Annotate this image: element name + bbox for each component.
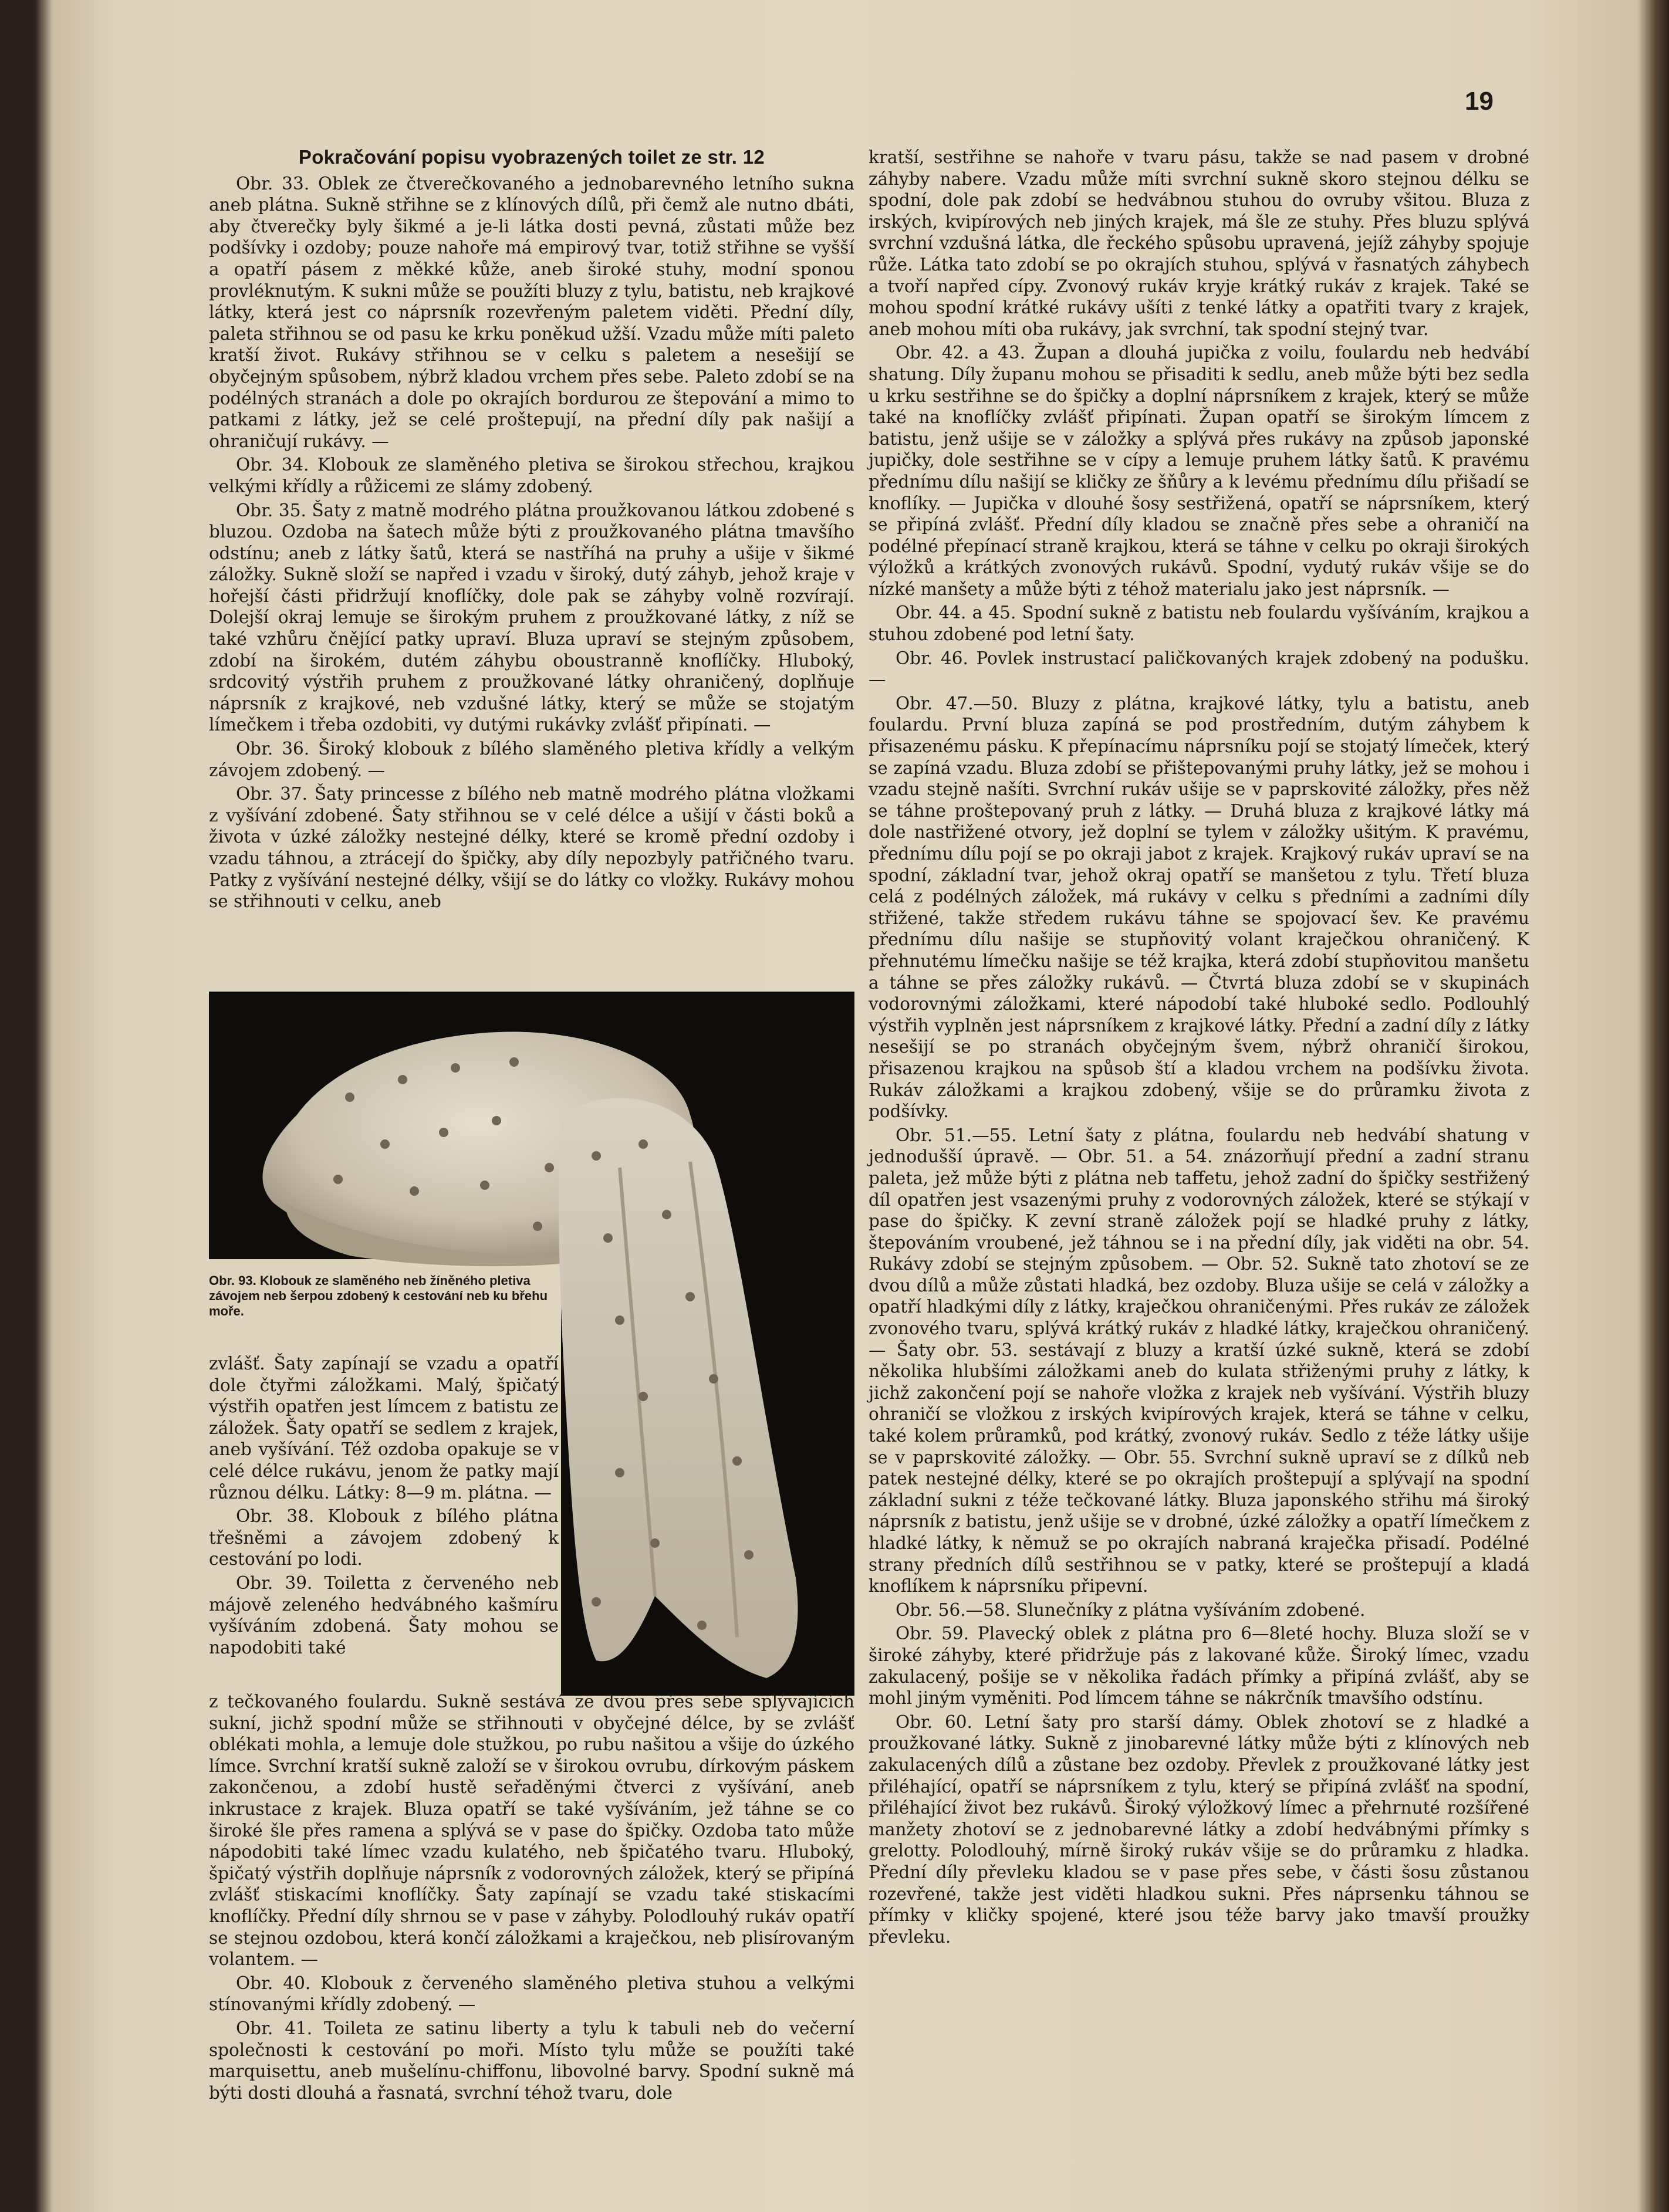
paragraph-obr-41-continued: kratší, sestřihne se nahoře v tvaru pásu, takže se nad pasem v drobné záhyby nabere. Vzadu může míti svrchní sukně skoro stejnou délku se spodní, dole pak zdobí se hedvábnou stuhou do ovruby všitou. Bluza z irských, kvipírových neb jiných krajek, má šle ze stuhy. Přes bluzu splývá svrchní vzdušná látka, dle řeckého spůsobu upravená, jejíž záhyby spojuje růže. Látka tato zdobí se po okrajích stuhou, splývá v řasnatých záhybech a tvoří napřed cípy. Zvonový rukáv kryje krátký rukáv z krajek. Také se mohou spodní krátké rukávy ušíti z tenké látky a opatřiti tvary z krajek, aneb mohou míti oba rukávy, jak svrchní, tak spodní stejný tvar. — [869, 147, 1529, 339]
veil-drape-shape — [559, 1098, 798, 1678]
magazine-page — [47, 0, 1643, 2212]
paragraph-obr-44-45: Obr. 44. a 45. Spodní sukně z batistu neb foulardu vyšíváním, krajkou a stuhou zdobené pod letní šaty. — [869, 603, 1529, 645]
figure-caption: Obr. 93. Klobouk ze slaměného neb žíněného pletiva závojem neb šerpou zdobený k cestování neb ku břehu moře. — [209, 1273, 548, 1318]
paragraph-obr-42-43: Obr. 42. a 43. Župan a dlouhá jupička z voilu, foulardu neb hedvábí shatung. Díly županu mohou se přisaditi k sedlu, aneb může býti bez sedla u krku sestřihne se do špičky a doplní náprsníkem z krajek, který se může také na knoflíčky zvlášť připínati. Župan opatří se širokým límcem z batistu, jenž ušije se v záložky a splývá přes rukávy na způsob japonské jupičky, dole sestřihne se v cípy a lemuje pruhem látky šatů. K pravému přednímu dílu našijí se kličky ze šňůry a k levému přednímu dílu přišadí se knoflíky. — Jupička v dlouhé šosy sestřižená, opatří se náprsníkem, který se připíná zvlášť. Přední díly kladou se značně přes sebe a ohraničí na podélné přepínací straně krajkou, která se táhne v celku po okraji širokých výložků a krátkých zvonových rukávů. Spodní, vydutý rukáv všije se do nízké manšety a může býti z téhož materialu jako jest náprsník. — — [869, 343, 1529, 599]
paragraph-obr-46: Obr. 46. Povlek instrustací paličkovaných krajek zdobený na podušku. — — [869, 648, 1529, 690]
page-number: 19 — [1465, 87, 1494, 116]
paragraph-obr-59: Obr. 59. Plavecký oblek z plátna pro 6—8leté hochy. Bluza složí se v široké záhyby, které přidržuje pás z lakované kůže. Široký límec, vzadu zakulacený, pošije se v několika řadách přímky a připíná zvlášť, aby se mohl jiným vyměniti. Pod límcem táhne se nákrčník tmavšího odstínu. — [869, 1624, 1529, 1709]
paragraph-obr-41: Obr. 41. Toileta ze satinu liberty a tylu k tabuli neb do večerní společnosti k cestování po moři. Místo tylu může se použíti také marquisettu, aneb mušelínu-chiffonu, libovolné barvy. Spodní sukně má býti dosti dlouhá a řasnatá, svrchní téhož tvaru, dole — [209, 2018, 854, 2103]
left-column-bottom — [209, 1691, 854, 2106]
left-column-narrow — [209, 1353, 559, 1660]
right-column — [869, 147, 1529, 1950]
paragraph-continuation: zvlášť. Šaty zapínají se vzadu a opatří dole čtyřmi záložkami. Malý, špičatý výstřih opatřen jest límcem z batistu ze záložek. Šaty opatří se sedlem z krajek, aneb vyšívání. Též ozdoba opakuje se v celé délce rukávu, jenom že patky mají různou délku. Látky: 8—9 m. plátna. — — [209, 1354, 559, 1503]
paragraph-obr-37: Obr. 37. Šaty princesse z bílého neb matně modrého plátna vložkami z vyšívání zdobené. Šaty střihnou se v celé délce a ušijí v části boků a života v úzké záložky nestejné délky, které se kromě přední ozdoby i vzadu táhnou, a ztrácejí do špičky, aby díly nepozbyly patřičného tvaru. Patky z vyšívání nestejné délky, všijí se do látky co vložky. Rukávy mohou se střihnouti v celku, aneb — [209, 784, 854, 912]
paragraph-obr-47-50: Obr. 47.—50. Bluzy z plátna, krajkové látky, tylu a batistu, aneb foulardu. První bluza zapíná se pod prostředním, dutým záhybem k přisazenému pásku. K přepínacímu náprsníku pojí se stojatý límeček, který se zapíná vzadu. Bluza zdobí se přištepovanými pruhy látky, jež se mohou i vzadu stejně našíti. Svrchní rukáv ušije se v paprskovité záložky, přes něž se táhne proštepovaný pruh z látky. — Druhá bluza z krajkové látky má dole nastřižené otvory, jež doplní se tylem v záložky ušitým. K pravému, přednímu dílu pojí se po okraji jabot z krajek. Krajkový rukáv upraví se na spodní, základní tvar, jehož okraj opatří se manšetou z tylu. Třetí bluza celá z podélných záložek, má rukávy v celku s předními a zadními díly střižené, takže středem rukávu táhne se spojovací šev. Ke pravému přednímu dílu našije se stupňovitý volant kraječkou ohraničený. K přehnutému límečku našije se též krajka, která zdobí stupňovitou manšetu a táhne se přes záložky rukávů. — Čtvrtá bluza zdobí se v skupinách vodorovnými záložkami, které nápodobí také hluboké sedlo. Podlouhlý výstřih vyplněn jest náprsníkem z krajkové látky. Přední a zadní díly z látky nesešijí se po stranách obyčejným švem, nýbrž ohraničí širokou, přisazenou krajkou na spůsob ští a kladou vrchem na podšívku života. Rukáv záložkami a krajkou zdobený, všije se do průramku života z podšívky. — [869, 693, 1529, 1122]
paragraph-obr-56-58: Obr. 56.—58. Slunečníky z plátna vyšíváním zdobené. — [896, 1599, 1366, 1620]
paragraph-obr-51-55: Obr. 51.—55. Letní šaty z plátna, foulardu neb hedvábí shatung v jednodušší úpravě. — Obr. 51. a 54. znázorňují přední a zadní stranu paleta, jež může býti z plátna neb taffetu, jehož zadní do špičky sestřižený díl opatřen jest vsazenými pruhy z vodorovných záložek, které se stýkají v pase do špičky. K zevní straně záložek pojí se hladké pruhy z látky, štepováním vroubené, jež táhnou se i na přední díly, jak viděti na obr. 54. Rukávy zdobí se stejným způsobem. — Obr. 52. Sukně tato zhotoví se ze dvou dílů a může zůstati hladká, bez ozdoby. Bluza ušije se celá v záložky a opatří hladkými díly z látky, kraječkou ohraničenými. Přes rukáv ze záložek zvonového tvaru, splývá krátký rukáv z hladké látky, kraječkou ohraničený. — Šaty obr. 53. sestávají z bluzy a kratší úzké sukně, která se zdobí několika hlubšími záložkami aneb do kulata střiženými pruhy z látky, k jichž zakončení pojí se nahoře vložka z krajek neb vyšívání. Výstřih bluzy ohraničí se vložkou z irských kvipírových krajek, která se táhne v celku, také kolem průramků, pod krátký, zvonový rukáv. Sedlo z téže látky ušije se v paprskovité záložky. — Obr. 55. Svrchní sukně upraví se z dílků neb patek nestejné délky, které se po okrajích proštepují a splývají na spodní základní sukni z téže tečkované látky. Bluza japonského střihu má široký náprsník z batistu, jenž ušije se v drobné, úzké záložky a opatří límečkem z hladké látky, k němuž se po okrajích nabraná kraječka přisadí. Podélné strany předních dílů sestřihnou se v patky, které se proštepují a kladá knoflíkem k náprsníku připevní. — [869, 1125, 1529, 1597]
left-column-top — [209, 147, 854, 915]
paragraph-obr-34: Obr. 34. Klobouk ze slaměného pletiva se širokou střechou, krajkou velkými křídly a růžicemi ze slámy zdobený. — [209, 455, 854, 496]
paragraph-obr-36: Obr. 36. Široký klobouk z bílého slaměného pletiva křídly a velkým závojem zdobený. — — [209, 739, 854, 780]
paragraph-obr-33: Obr. 33. Oblek ze čtverečkovaného a jednobarevného letního sukna aneb plátna. Sukně střihne se z klínových dílů, při čemž ale nutno dbáti, aby čtverečky byly šikmé a je-li látka dosti pevná, zůstati může bez podšívky i ozdoby; pouze nahoře má empirový tvar, totiž střihne se vyšší a opatří pásem z měkké kůže, aneb široké stuhy, modní sponou provléknutým. K sukni může se použíti bluzy z tylu, batistu, neb krajkové látky, která jest co náprsník rozevřeným paletem viděti. Přední díly, paleta střihnou se od pasu ke krku poněkud užší. Vzadu může míti paleto kratší život. Rukávy střihnou se v celku s paletem a nesešijí se obyčejným spůsobem, nýbrž kladou vrchem přes sebe. Paleto zdobí se na podélných stranách a dole po okrajích bordurou ze štepování a mimo to patkami z látky, jež se celé proštepují, na přední díly pak našijí a ohraničují rukávy. — — [209, 173, 854, 451]
paragraph-obr-35: Obr. 35. Šaty z matně modrého plátna proužkovanou látkou zdobené s bluzou. Ozdoba na šatech může býti z proužkovaného plátna tmavšího odstínu; aneb z látky šatů, která se nastříhá na pruhy a ušije v šikmé záložky. Sukně složí se napřed i vzadu v široký, dutý záhyb, jehož kraje v hořejší části přidržují knoflíčky, dole pak se záhyby volně rozvírají. Dolejší okraj lemuje se širokým pruhem z proužkované látky, z níž se také vzhůru čnějící patky upraví. Bluza upraví se stejným způsobem, zdobí na širokém, dutém záhybu oboustranně knoflíčky. Hluboký, srdcovitý výstřih pruhem z proužkované látky ohraničený, doplňuje náprsník z krajkové, neb vzdušné látky, který se může se stojatým límečkem i třeba ozdobiti, vy dutými rukávky zvlášť připínati. — — [209, 500, 854, 735]
paragraph-obr-38: Obr. 38. Klobouk z bílého plátna třešněmi a závojem zdobený k cestování po lodi. — [209, 1506, 559, 1570]
paragraph-obr-39-continued: z tečkovaného foulardu. Sukně sestává ze dvou přes sebe splývajících sukní, jichž spodní může se střihnouti v obyčejné délce, by se zvlášť oblékati mohla, a lemuje dole stužkou, po rubu našitou a všije do úzkého límce. Svrchní kratší sukně založí se v širokou ovrubu, dírkovým páskem zakončenou, a zdobí hustě seřaděnými čtverci z vyšívání, aneb inkrustace z krajek. Bluza opatří se také vyšíváním, jež táhne se co široké šle přes ramena a splývá se v pase do špičky. Ozdoba tato může nápodobiti také límec vzadu kulatého, neb špičatého tvaru. Hluboký, špičatý výstřih doplňuje náprsník z vodorovných záložek, který se připíná zvlášť stiskacími knoflíčky. Šaty zapínají se vzadu také stiskacími knoflíčky. Přední díly shrnou se v pase v záhyby. Polodlouhý rukáv opatří se stejnou ozdobou, která končí záložkami a kraječkou, neb plisírovaným volantem. — — [209, 1692, 854, 1970]
paragraph-obr-40: Obr. 40. Klobouk z červeného slaměného pletiva stuhou a velkými stínovanými křídly zdobený. — — [209, 1973, 854, 2015]
paragraph-obr-60: Obr. 60. Letní šaty pro starší dámy. Oblek zhotoví se z hladké a proužkované látky. Sukně z jinobarevné látky může býti z klínových neb zakulacených dílů a zůstane bez ozdoby. Převlek z proužkované látky jest přiléhající, opatří se náprsníkem z tylu, který se připíná zvlášť na spodní, přiléhající život bez rukávů. Široký výložkový límec a přehrnuté rozšířené manžety zhotoví se z jednobarevné látky a zdobí hedvábnými přímky s grelotty. Polodlouhý, mírně široký rukáv všije se do průramku z hladka. Přední díly převleku kladou se v pase přes sebe, v části šosu zůstanou rozevřené, takže jest viděti hladkou sukni. Přes náprsenku táhnou se přímky v kličky spojené, které jsou téže barvy jako tmavší proužky převleku. — [869, 1712, 1529, 1947]
paragraph-obr-39: Obr. 39. Toiletta z červeného neb májově zeleného hedvábného kašmíru vyšíváním zdobená. Šaty mohou se napodobiti také — [209, 1572, 559, 1658]
article-heading: Pokračování popisu vyobrazených toilet ze str. 12 — [298, 146, 765, 168]
